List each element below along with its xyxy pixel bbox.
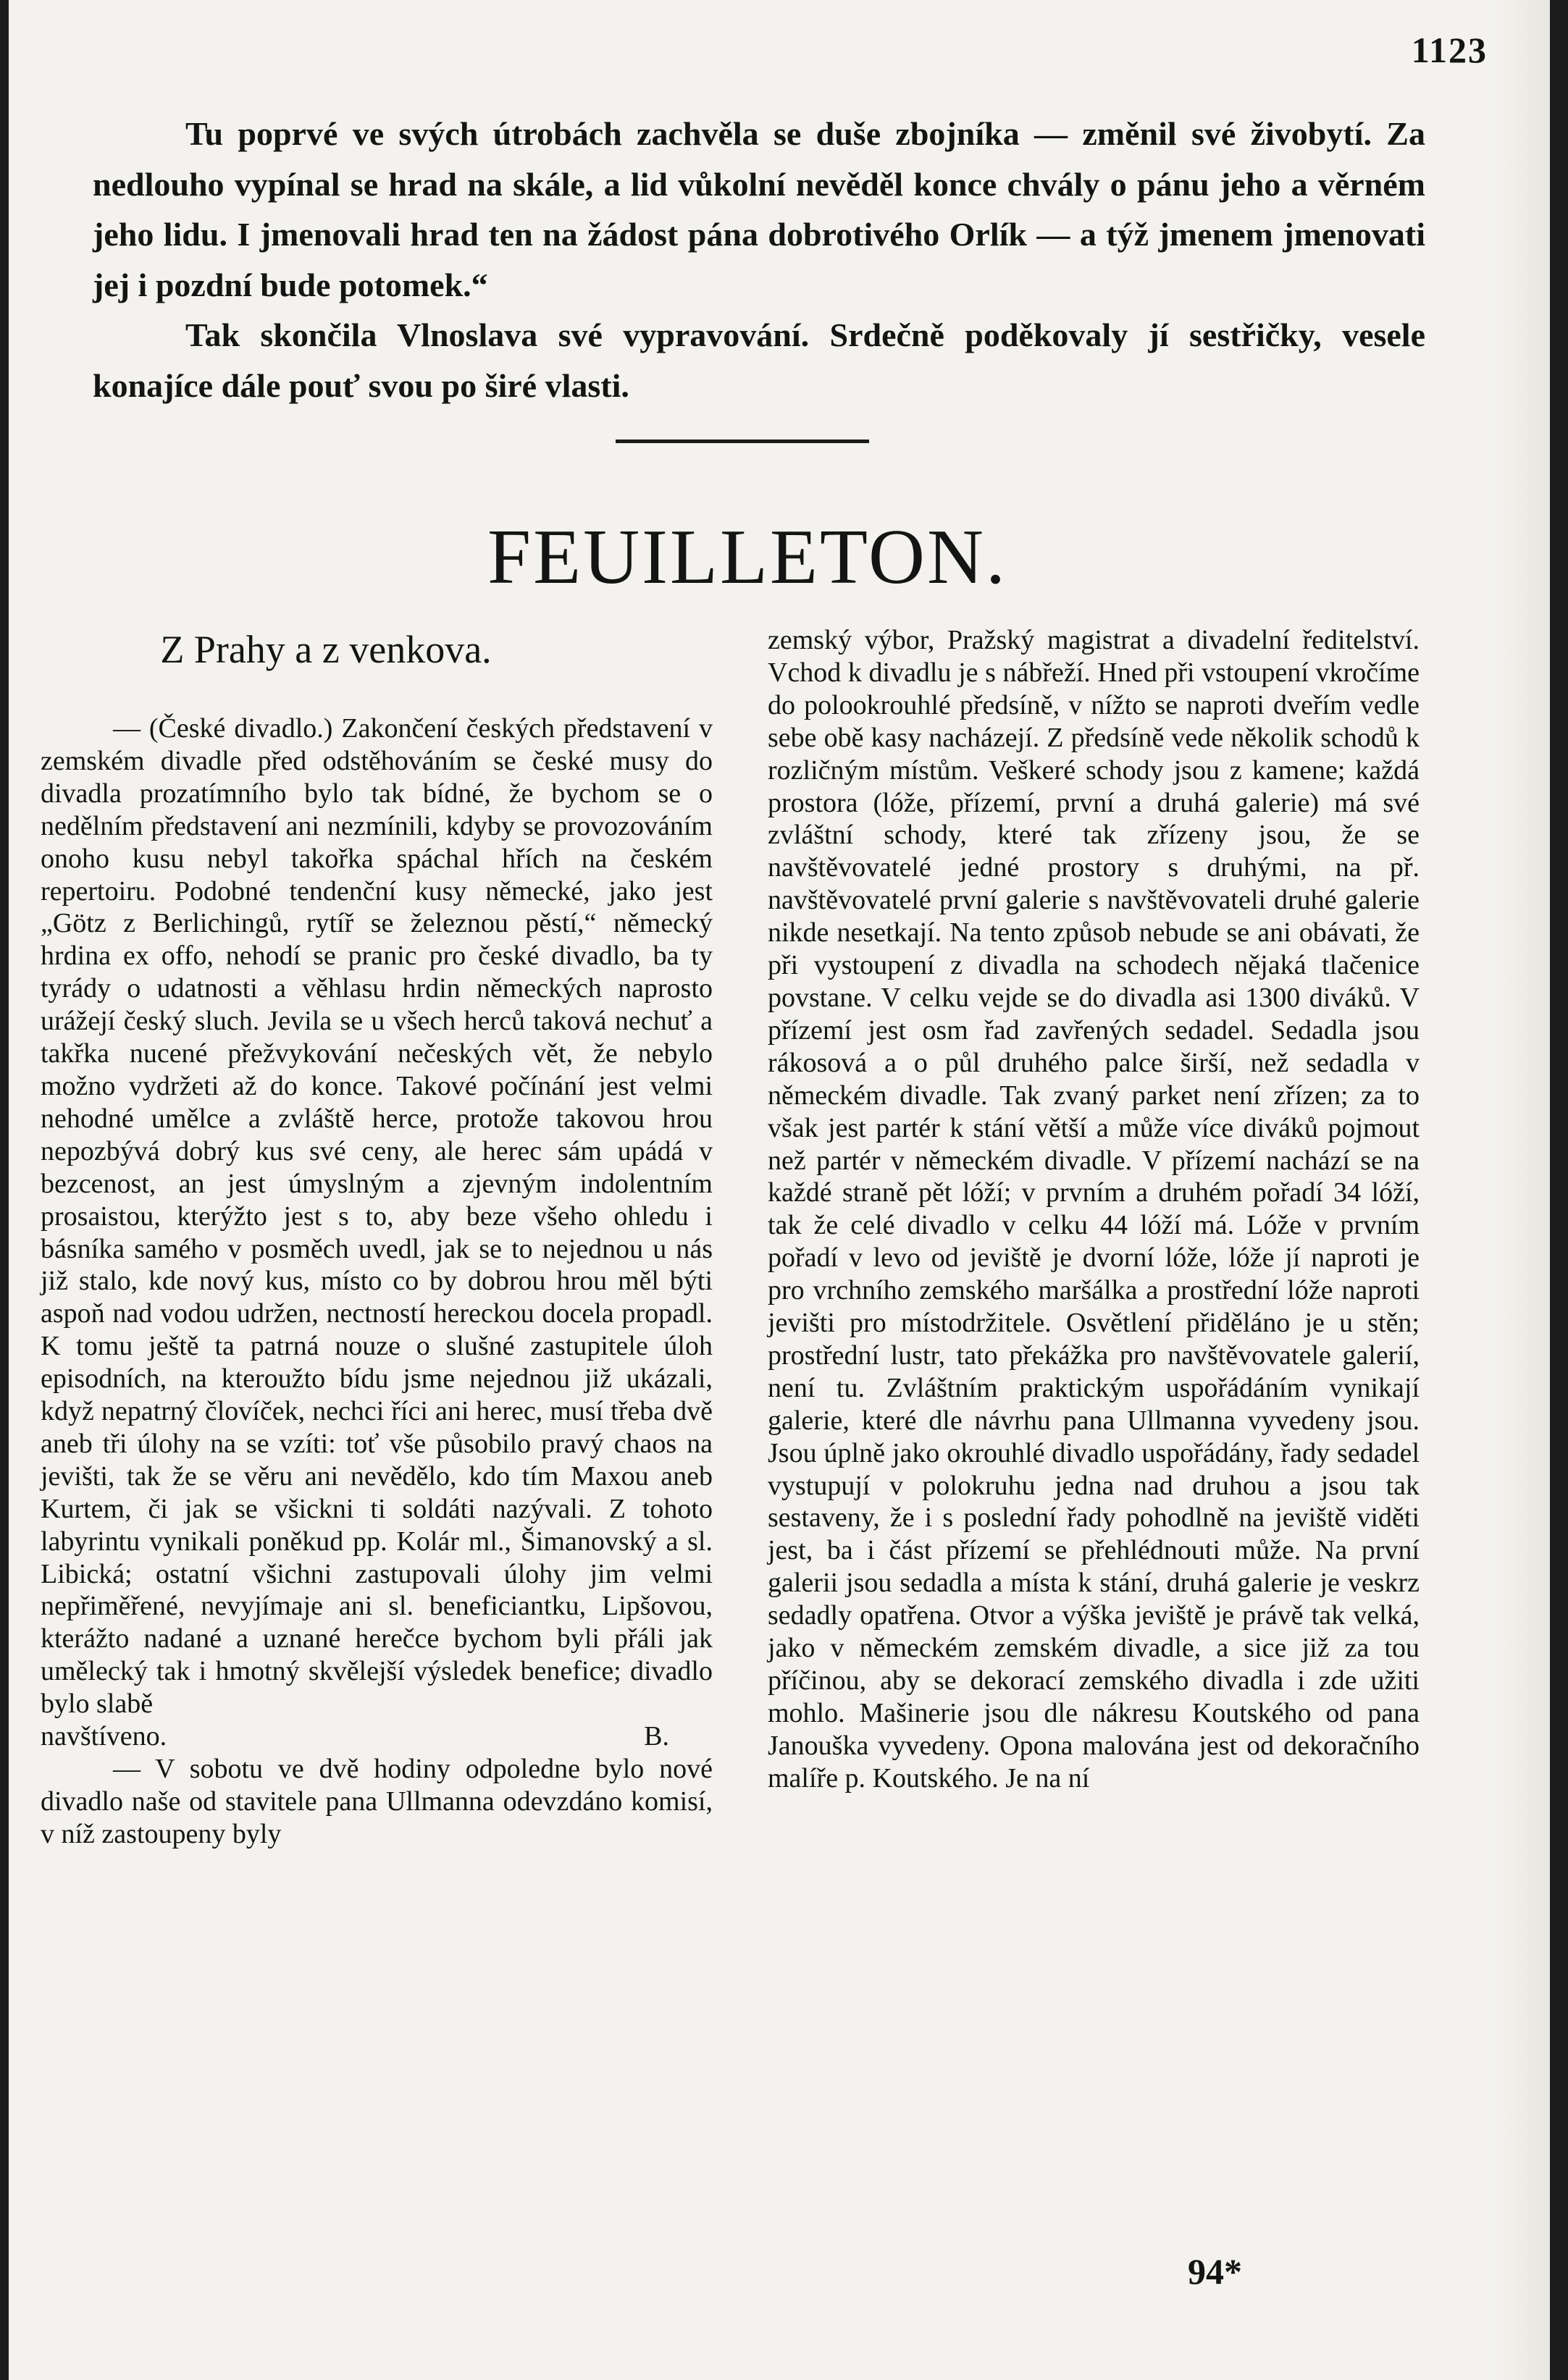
- article-paragraph-end: navštíveno.: [41, 1721, 167, 1752]
- article-subheading: Z Prahy a z venkova.: [160, 628, 492, 671]
- right-column: [768, 624, 1420, 1795]
- intro-text: [93, 109, 1425, 411]
- section-divider: [616, 440, 869, 443]
- intro-paragraph: Tak skončila Vlnoslava své vypravování. Srdečně poděkovaly jí sestřičky, vesele konajíce dále pouť svou po širé vlasti.: [93, 316, 1425, 404]
- left-column: [41, 623, 713, 1851]
- signature-line: [41, 1720, 713, 1753]
- signature-mark: 94*: [1188, 2251, 1242, 2292]
- newspaper-page: [9, 0, 1550, 2380]
- article-paragraph: — V sobotu ve dvě hodiny odpoledne bylo nové divadlo naše od stavitele pana Ullmanna odevzdáno komisí, v níž zastoupeny byly: [41, 1754, 713, 1849]
- article-paragraph: — (České divadlo.) Zakončení českých představení v zemském divadle před odstěhováním se české musy do divadla prozatímního bylo tak bídné, že bychom se o nedělním představení ani nezmínili, kdyby se provozováním onoho kusu nebyl takořka spáchal hřích na českém repertoiru. Podobné tendenční kusy německé, jako jest „Götz z Berlichingů, rytíř se železnou pěstí,“ německý hrdina ex offo, nehodí se pranic pro české divadlo, ba ty tyrády o udatnosti a věhlasu hrdin německých naprosto urážejí český sluch. Jevila se u všech herců taková nechuť a takřka nucené přežvykování nečeských vět, že nebylo možno vydržeti až do konce. Takové počínání jest velmi nehodné umělce a zvláště herce, protože takovou hrou nepozbývá dobrý kus své ceny, ale herec sám upádá v bezcenost, an jest úmyslným a zjevným indolentním prosaistou, kterýžto jest s to, aby beze všeho ohledu i básníka samého v posměch uvedl, jak se to nejednou u nás již stalo, kde nový kus, místo co by dobrou hrou měl býti aspoň nad vodou udržen, nectností hereckou docela propadl. K tomu ještě ta patrná nouze o slušné zastupitele úloh episodních, na kteroužto bídu jsme nejednou již ukázali, když nepatrný človíček, nechci říci ani herec, musí třeba dvě aneb tři úlohy na se vzíti: toť vše působilo pravý chaos na jevišti, tak že se věru ani nevědělo, kdo tím Maxou aneb Kurtem, či jak se všickni ti soldáti nazývali. Z tohoto labyrintu vynikali poněkud pp. Kolár ml., Šimanovský a sl. Libická; ostatní všichni zastupovali úlohy jim velmi nepřiměřené, nevyjímaje ani sl. beneficiantku, Lipšovou, kterážto nadané a uznané herečce bychom byli přáli jak umělecký tak i hmotný skvělejší výsledek benefice; divadlo bylo slabě: [41, 713, 713, 1720]
- section-heading: FEUILLETON.: [487, 514, 1007, 600]
- page-edge-shadow: [1492, 0, 1550, 2380]
- page-number: 1123: [1411, 30, 1488, 70]
- author-signature: B.: [644, 1721, 669, 1752]
- article-paragraph: zemský výbor, Pražský magistrat a divadelní ředitelství. Vchod k divadlu je s nábřeží. Hned při vstoupení vkročíme do polookrouhlé předsíně, v nížto se naproti dveřím vedle sebe obě kasy nacházejí. Z předsíně vede několik schodů k rozličným místům. Veškeré schody jsou z kamene; každá prostora (lóže, přízemí, první a druhá galerie) má své zvláštní schody, které tak zřízeny jsou, že se navštěvovatelé jedné prostory s druhými, na př. navštěvovatelé první galerie s navštěvovateli druhé galerie nikde nesetkají. Na tento způsob nebude se ani obávati, že při vystoupení z divadla na schodech nějaká tlačenice povstane. V celku vejde se do divadla asi 1300 diváků. V přízemí jest osm řad zavřených sedadel. Sedadla jsou rákosová a o půl druhého palce širší, než sedadla v německém divadle. Tak zvaný parket není zřízen; za to však jest partér k stání větší a může více diváků pojmout než partér v německém divadle. V přízemí nachází se na každé straně pět lóží; v prvním a druhém pořadí 34 lóží, tak že celé divadlo v celku 44 lóží má. Lóže v prvním pořadí v levo od jeviště je dvorní lóže, lóže jí naproti je pro vrchního zemského maršálka a prostřední lóže naproti jevišti pro místodržitele. Osvětlení přiděláno je u stěn; prostřední lustr, tato překážka pro navštěvovatele galerií, není tu. Zvláštním praktickým uspořádáním vynikají galerie, které dle návrhu pana Ullmanna vyvedeny jsou. Jsou úplně jako okrouhlé divadlo uspořádány, řady sedadel vystupují v polokruhu jedna nad druhou a jsou tak sestaveny, že i s poslední řady pohodlně na jeviště viděti jest, ba i část přízemí se přehlédnouti může. Na první galerii jsou sedadla a místa k stání, druhá galerie je veskrz sedadly opatřena. Otvor a výška jeviště je právě tak velká, jako v německém zemském divadle, a sice již za tou příčinou, aby se dekorací zemského divadla i zde užiti mohlo. Mašinerie jsou dle nákresu Koutského od pana Janouška vyvedeny. Opona malována jest od dekoračního malíře p. Koutského. Je na ní: [768, 625, 1420, 1794]
- intro-paragraph: Tu poprvé ve svých útrobách zachvěla se duše zbojníka — změnil své živobytí. Za nedlouho vypínal se hrad na skále, a lid vůkolní nevěděl konce chvály o pánu jeho a věrném jeho lidu. I jmenovali hrad ten na žádost pána dobrotivého Orlík — a týž jmenem jmenovati jej i pozdní bude potomek.“: [93, 115, 1425, 303]
